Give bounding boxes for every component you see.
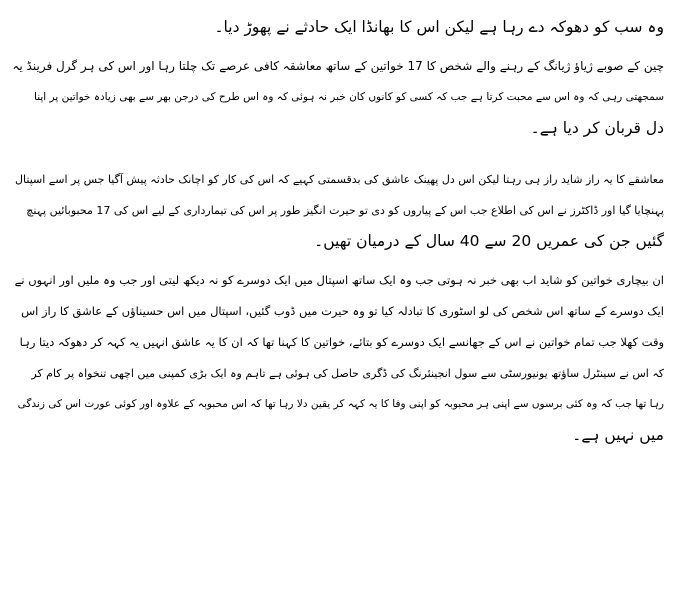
paragraph-4 [6, 265, 664, 451]
paragraph-2 [6, 51, 664, 144]
paragraph-3-line-1: معاشقے کا یہ راز شاید راز ہی رہتا لیکن اس دل پھینک عاشق کی بدقسمتی کہیے کہ اس کی کار کو اچانک حادثہ پیش آگیا جس پر اسے اسپتال [15, 173, 664, 186]
paragraph-4-line-5: رہا تھا جب کہ وہ کئی برسوں سے اپنی ہر محبوبہ کو اپنی وفا کا یہ کہہ کر یقین دلا رہا تھا کہ اس محبوبہ کے علاوہ اور کوئی عورت اس کی زندگی [17, 398, 664, 410]
paragraph-4-line-6: میں نہیں ہے۔ [572, 426, 664, 444]
paragraph-3-line-2: پہنچایا گیا اور ڈاکٹرز نے اس کی اطلاع جب اس کے پیاروں کو دی تو حیرت انگیز طور پر اس کی تیمارداری کے لیے اس کی 17 محبوبائیں پہنچ [26, 204, 664, 217]
paragraph-spacing [6, 144, 664, 164]
top-spacing [6, 0, 664, 12]
paragraph-4-line-4: کہ اس نے سینٹرل ساؤتھ یونیورسٹی سے سول انجینئرنگ کی ڈگری حاصل کی ہوئی ہے تاہم وہ ایک بڑی کمپنی میں اچھی تنخواہ پر کام کر [31, 367, 664, 380]
paragraph-4-line-1: ان بیچاری خواتین کو شاید اب بھی خبر نہ ہوتی جب وہ ایک ساتھ اسپتال میں ایک دوسرے کو نہ دیکھ لیتی اور جب وہ ملیں اور انہوں نے [14, 273, 664, 287]
paragraph-spacing [6, 257, 664, 265]
paragraph-3 [6, 164, 664, 257]
article-body [6, 0, 664, 451]
paragraph-4-line-3: وقت کھلا جب تمام خواتین نے اس کے جھانسے ایک دوسرے کو بتائے، خواتین کا کہنا تھا کہ ان کا یہ عاشق انہیں یہ کہہ کر دھوکہ دیتا رہا [19, 335, 664, 349]
paragraph-2-line-3: دل قربان کر دیا ہے۔ [530, 119, 664, 137]
paragraph-2-line-1: چین کے صوبے ژیاؤ ژیانگ کے رہنے والے شخص کا 17 خواتین کے ساتھ معاشقہ کافی عرصے تک چلتا رہا اور اس کی ہر گرل فرینڈ یہ [12, 59, 664, 73]
paragraph-2-line-2: سمجھتی رہی کہ وہ اس سے محبت کرتا ہے جب کہ کسی کو کانوں کان خبر نہ ہوئی کہ وہ اس طرح کی درجن بھر سے بھی زیادہ خواتین پر اپنا [34, 91, 664, 103]
paragraph-1-line-1: وہ سب کو دھوکہ دے رہا ہے لیکن اس کا بھانڈا ایک حادثے نے پھوڑ دیا۔ [214, 18, 664, 36]
paragraph-1 [6, 12, 664, 43]
paragraph-3-line-3: گئیں جن کی عمریں 20 سے 40 سال کے درمیان تھیں۔ [314, 232, 664, 250]
paragraph-spacing [6, 43, 664, 51]
paragraph-4-line-2: ایک دوسرے کے ساتھ اس شخص کی لو اسٹوری کا تبادلہ کیا تو وہ حیرت میں ڈوب گئیں، اسپتال میں اس حسیناؤں کے عاشق کا راز اس [21, 304, 664, 318]
